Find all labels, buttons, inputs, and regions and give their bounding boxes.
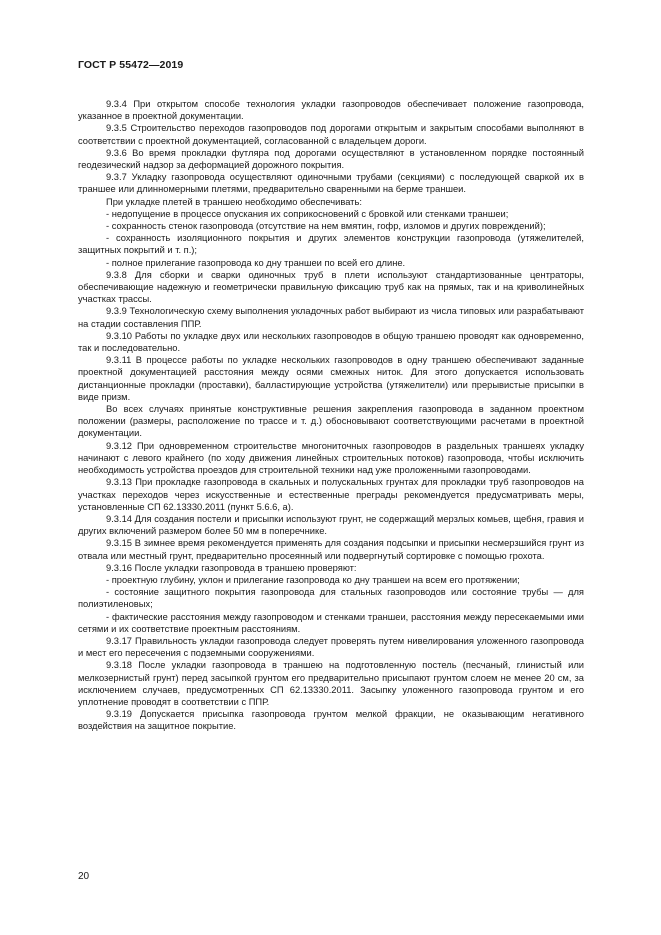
paragraph-9-3-8: 9.3.8 Для сборки и сварки одиночных труб в плети используют стандартизованные центраторы, обеспечивающие надежную и геометрически правильную фиксацию труб как на прямых, так и на криволинейных участках трассы. [78, 269, 584, 305]
paragraph-9-3-16: 9.3.16 После укладки газопровода в траншею проверяют: [106, 562, 357, 573]
paragraph-9-3-11-note: Во всех случаях принятые конструктивные решения закрепления газопровода в заданном проектном положении (размеры, расположение по трассе и т. д.) обосновывают соответствующими расчетами в проектной документации. [78, 404, 584, 439]
paragraph-9-3-7: 9.3.7 Укладку газопровода осуществляют одиночными трубами (секциями) с последующей сваркой их в траншее или длинномерными плетями, предварительно сваренными на берме траншеи. [78, 172, 584, 195]
paragraph-9-3-9: 9.3.9 Технологическую схему выполнения укладочных работ выбирают из числа типовых или разрабатывают на стадии составления ППР. [78, 306, 584, 329]
list-item: - недопущение в процессе опускания их соприкосновений с бровкой или стенками траншеи; [106, 208, 509, 219]
document-header: ГОСТ Р 55472—2019 [78, 59, 184, 71]
list-item: - сохранность изоляционного покрытия и других элементов конструкции газопровода (утяжелителей, защитных покрытий и т. п.); [78, 233, 584, 256]
paragraph-9-3-17: 9.3.17 Правильность укладки газопровода следует проверять путем нивелирования уложенного газопровода и мест его пересечения с подземными сооружениями. [78, 635, 584, 659]
paragraph-9-3-4: 9.3.4 При открытом способе технология укладки газопроводов обеспечивает положение газопровода, указанное в проектной документации. [78, 99, 584, 122]
list-item: - сохранность стенок газопровода (отсутствие на нем вмятин, гофр, изломов и других повреждений); [106, 221, 546, 232]
document-body [78, 98, 584, 733]
list-item: - фактические расстояния между газопроводом и стенками траншеи, расстояния между пересекаемыми ими сетями и их соответствие проектным расстояниям. [78, 611, 584, 634]
paragraph-9-3-12: 9.3.12 При одновременном строительстве многониточных газопроводов в раздельных траншеях укладку начинают с левого крайнего (по ходу движения линейных строительных потоков) газопровода, чтобы исключить необходимость устройства проездов для строительной техники над уже проложенными газопроводами. [78, 440, 584, 476]
paragraph-9-3-18: 9.3.18 После укладки газопровода в траншею на подготовленную постель (песчаный, глинистый или мелкозернистый грунт) перед засыпкой грунтом его предварительно присыпают грунтом слоем не менее 20 см, за исключением случаев, предусмотренных СП 62.13330.2011. Засыпку уложенного газопровода грунтом и его уплотнение проводят в соответствии с ППР. [78, 660, 584, 707]
list-item: - проектную глубину, уклон и прилегание газопровода ко дну траншеи на всем его протяжении; [106, 574, 520, 585]
paragraph-9-3-10: 9.3.10 Работы по укладке двух или нескольких газопроводов в общую траншею проводят как одновременно, так и последовательно. [78, 330, 584, 354]
paragraph-9-3-19: 9.3.19 Допускается присыпка газопровода грунтом мелкой фракции, не оказывающим негативного воздействия на защитное покрытие. [78, 709, 584, 732]
page-number: 20 [78, 871, 90, 882]
paragraph-9-3-13: 9.3.13 При прокладке газопровода в скальных и полускальных грунтах для прокладки труб газопроводов на участках переходов через искусственные и естественные преграды рекомендуется предусматривать меры, установленные СП 62.13330.2011 (пункт 5.6.6, а). [78, 477, 584, 512]
list-item: - полное прилегание газопровода ко дну траншеи по всей его длине. [106, 257, 406, 268]
paragraph-9-3-15: 9.3.15 В зимнее время рекомендуется применять для создания подсыпки и присыпки несмерзшийся грунт из отвала или местный грунт, предварительно просеянный или подвергнутый сортировке с помощью грохота. [78, 538, 584, 561]
paragraph-9-3-5: 9.3.5 Строительство переходов газопроводов под дорогами открытым и закрытым способами выполняют в соответствии с проектной документацией, согласованной с владельцем дороги. [78, 123, 584, 146]
paragraph-laying-requirements: При укладке плетей в траншею необходимо обеспечивать: [106, 196, 362, 207]
paragraph-9-3-14: 9.3.14 Для создания постели и присыпки используют грунт, не содержащий мерзлых комьев, щебня, гравия и других включений размером более 50 мм в поперечнике. [78, 513, 584, 537]
paragraph-9-3-11: 9.3.11 В процессе работы по укладке нескольких газопроводов в одну траншею обеспечивают заданные проектной документацией расстояния между осями смежных ниток. Для этого допускается использовать дистанционные прокладки (проставки), балластирующие устройства (утяжелители) или прерывистые присыпки в виде призм. [78, 355, 584, 402]
paragraph-9-3-6: 9.3.6 Во время прокладки футляра под дорогами осуществляют в установленном порядке постоянный геодезический надзор за деформацией дорожного покрытия. [78, 147, 584, 171]
list-item: - состояние защитного покрытия газопровода для стальных газопроводов или состояние трубы — для полиэтиленовых; [78, 587, 584, 610]
